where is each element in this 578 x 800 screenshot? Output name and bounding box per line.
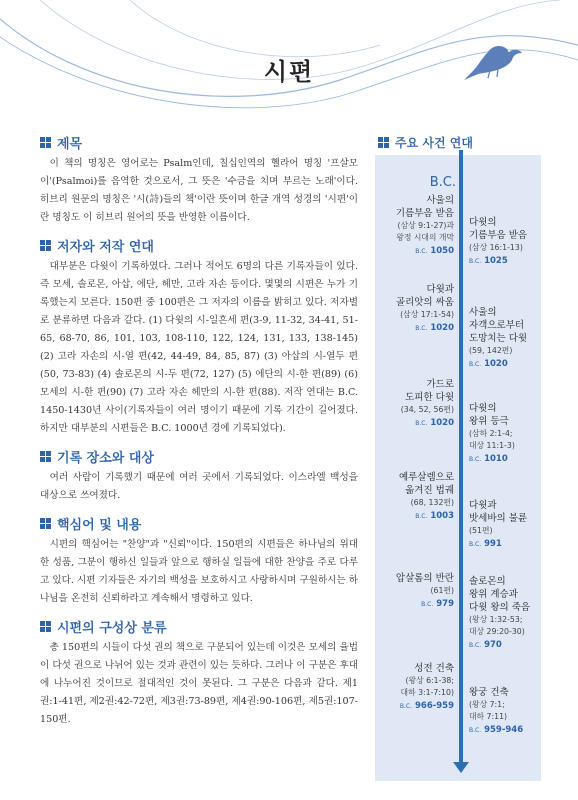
event-reference: (왕상 1:32-53; 대상 29:20-30) <box>469 615 525 636</box>
timeline-event <box>378 572 454 612</box>
section-keywords <box>40 513 358 608</box>
event-title: 가드로 도피한 다윗 <box>405 379 454 403</box>
timeline-event <box>378 194 454 259</box>
timeline-event <box>378 283 454 336</box>
event-reference: (61편) <box>430 586 454 595</box>
timeline-event <box>469 686 539 738</box>
event-year: B.C. 979 <box>421 599 454 609</box>
event-title: 다윗의 왕위 등극 <box>469 403 509 427</box>
timeline-event <box>469 306 539 372</box>
section-body: 이 책의 명칭은 영어로는 Psalm인데, 칠십인역의 헬라어 명칭 '프살모이'(Psalmoi)를 음역한 것으로서, 그 뜻은 '수금을 치며 부르는 노래'이다. 히브리 원문의 명칭은 '시(詩)들의 책'이란 뜻이며 한글 개역 성경의 '시편'이란 명칭도 이 히브리 원어의 뜻을 반영한 이름이다. <box>40 158 358 223</box>
event-title: 다윗과 밧세바의 불륜 <box>469 500 528 524</box>
bullet-icon <box>40 451 51 462</box>
event-title: 압살롬의 반란 <box>395 573 454 584</box>
section-heading: 제목 <box>57 136 83 152</box>
timeline-event <box>469 499 539 552</box>
event-reference: (51편) <box>469 526 493 535</box>
event-reference: (34, 52, 56편) <box>400 405 454 414</box>
event-title: 왕궁 건축 <box>469 687 509 698</box>
event-year: B.C. 1025 <box>469 256 508 266</box>
section-body: 총 150편의 시들이 다섯 권의 책으로 구분되어 있는데 이것은 모세의 율법이 다섯 권으로 나뉘어 있는 것과 관련이 있는 듯하다. 그러나 이 구분은 후대에 나누어진 것이므로 절대적인 것이 못된다. 그 구분은 다음과 같다. 제1권:1-41편, 제2권:42-72편, 제3권:73-89편, 제4권:90-106편, 제5권:107-150편. <box>40 642 358 725</box>
timeline-heading: 주요 사건 연대 <box>378 132 473 152</box>
event-reference: (왕상 7:1; 대하 7:11) <box>469 700 508 721</box>
event-year: B.C. 1010 <box>469 454 508 464</box>
section-body: 여러 사람이 기록했기 때문에 여러 곳에서 기록되었다. 이스라엘 백성을 대상으로 쓰여졌다. <box>40 472 358 501</box>
event-year: B.C. 959-946 <box>469 725 524 735</box>
section-heading: 기록 장소와 대상 <box>57 450 154 466</box>
section-heading: 시편의 구성상 분류 <box>57 620 167 636</box>
section-structure <box>40 616 358 729</box>
section-title <box>40 132 358 227</box>
event-title: 다윗과 골리앗의 싸움 <box>395 284 454 308</box>
bullet-icon <box>40 518 51 529</box>
event-reference: (삼상 9:1-27)과 왕정 시대의 개막 <box>396 221 454 242</box>
event-reference: (삼상 17:1-54) <box>400 310 454 319</box>
event-title: 다윗의 기름부음 받음 <box>469 217 528 241</box>
event-title: 성전 건축 <box>414 663 454 674</box>
event-title: 사울의 기름부음 받음 <box>395 195 454 219</box>
event-year: B.C. 966-959 <box>399 701 454 711</box>
timeline-event <box>378 471 454 524</box>
timeline-line <box>459 150 463 764</box>
timeline-event <box>469 575 539 653</box>
bullet-icon <box>40 137 51 148</box>
section-body: 시편의 핵심어는 "찬양"과 "신뢰"이다. 150편의 시편들은 하나님의 위대한 성품, 그분이 행하신 일들과 앞으로 행하실 일들에 대한 찬양을 주로 다루고 있다. 시편 기자들은 자기의 백성을 보호하시고 사랑하시며 구원하시는 하나님을 온전히 신뢰하라고 계속해서 명령하고 있다. <box>40 539 358 604</box>
section-author <box>40 235 358 438</box>
bullet-icon <box>40 240 51 251</box>
timeline-event <box>469 402 539 467</box>
timeline-event <box>378 662 454 714</box>
event-title: 예루살렘으로 옮겨진 법궤 <box>398 472 454 496</box>
event-year: B.C. 1020 <box>415 418 454 428</box>
event-reference: (왕상 6:1-38; 대하 3:1-7:10) <box>400 676 454 697</box>
event-reference: (68, 132편) <box>410 498 454 507</box>
timeline-era: B.C. <box>429 175 456 190</box>
event-title: 솔로몬의 왕위 계승과 다윗 왕의 죽음 <box>469 576 531 613</box>
event-year: B.C. 991 <box>469 539 502 549</box>
event-title: 사울의 자객으로부터 도망치는 다윗 <box>469 307 528 344</box>
event-reference: (삼하 2:1-4; 대상 11:1-3) <box>469 429 515 450</box>
event-year: B.C. 1020 <box>469 359 508 369</box>
page-title: 시편 <box>263 58 315 86</box>
section-heading: 저자와 저작 연대 <box>57 239 154 255</box>
event-year: B.C. 1050 <box>415 246 454 256</box>
event-reference: (삼상 16:1-13) <box>469 243 523 252</box>
section-heading: 핵심어 및 내용 <box>57 517 142 533</box>
event-reference: (59, 142편) <box>469 346 513 355</box>
section-place <box>40 446 358 505</box>
timeline-event <box>469 216 539 269</box>
event-year: B.C. 1020 <box>415 323 454 333</box>
event-year: B.C. 970 <box>469 640 502 650</box>
bullet-icon <box>40 621 51 632</box>
event-year: B.C. 1003 <box>415 511 454 521</box>
timeline-event <box>378 378 454 431</box>
section-body: 대부분은 다윗이 기록하였다. 그러나 적어도 6명의 다른 기록자들이 있다. 즉 모세, 솔로몬, 아삽, 에단, 헤만, 고라 자손 등이다. 몇몇의 시편은 누가 기록했는지 모른다. 150편 중 100편은 그 저자의 이름을 밝히고 있다. 저자별로 분류하면 다음과 같다. (1) 다윗의 시-일흔세 편(3-9, 11-32, 34-41, 51-65, 68-70, 86, 101, 103, 108-110, 122, 124, 131, 133, 138-145) (2) 고라 자손의 시-열 편(42, 44-49, 84, 85, 87) (3) 아삽의 시-열두 편(50, 73-83) (4) 솔로몬의 시-두 편(72, 127) (5) 에단의 시-한 편(89) (6) 모세의 시-한 편(90) (7) 고라 자손 헤만의 시-한 편(88). 저작 연대는 B.C. 1450-1430년 사이(기록자들이 여러 명이기 때문에 기록 기간이 길어졌다. 하지만 대부분의 시편들은 B.C. 1000년 경에 기록되었다). <box>40 261 358 434</box>
timeline-arrow-icon <box>453 762 469 773</box>
main-content <box>40 132 358 737</box>
bullet-icon <box>378 137 389 148</box>
